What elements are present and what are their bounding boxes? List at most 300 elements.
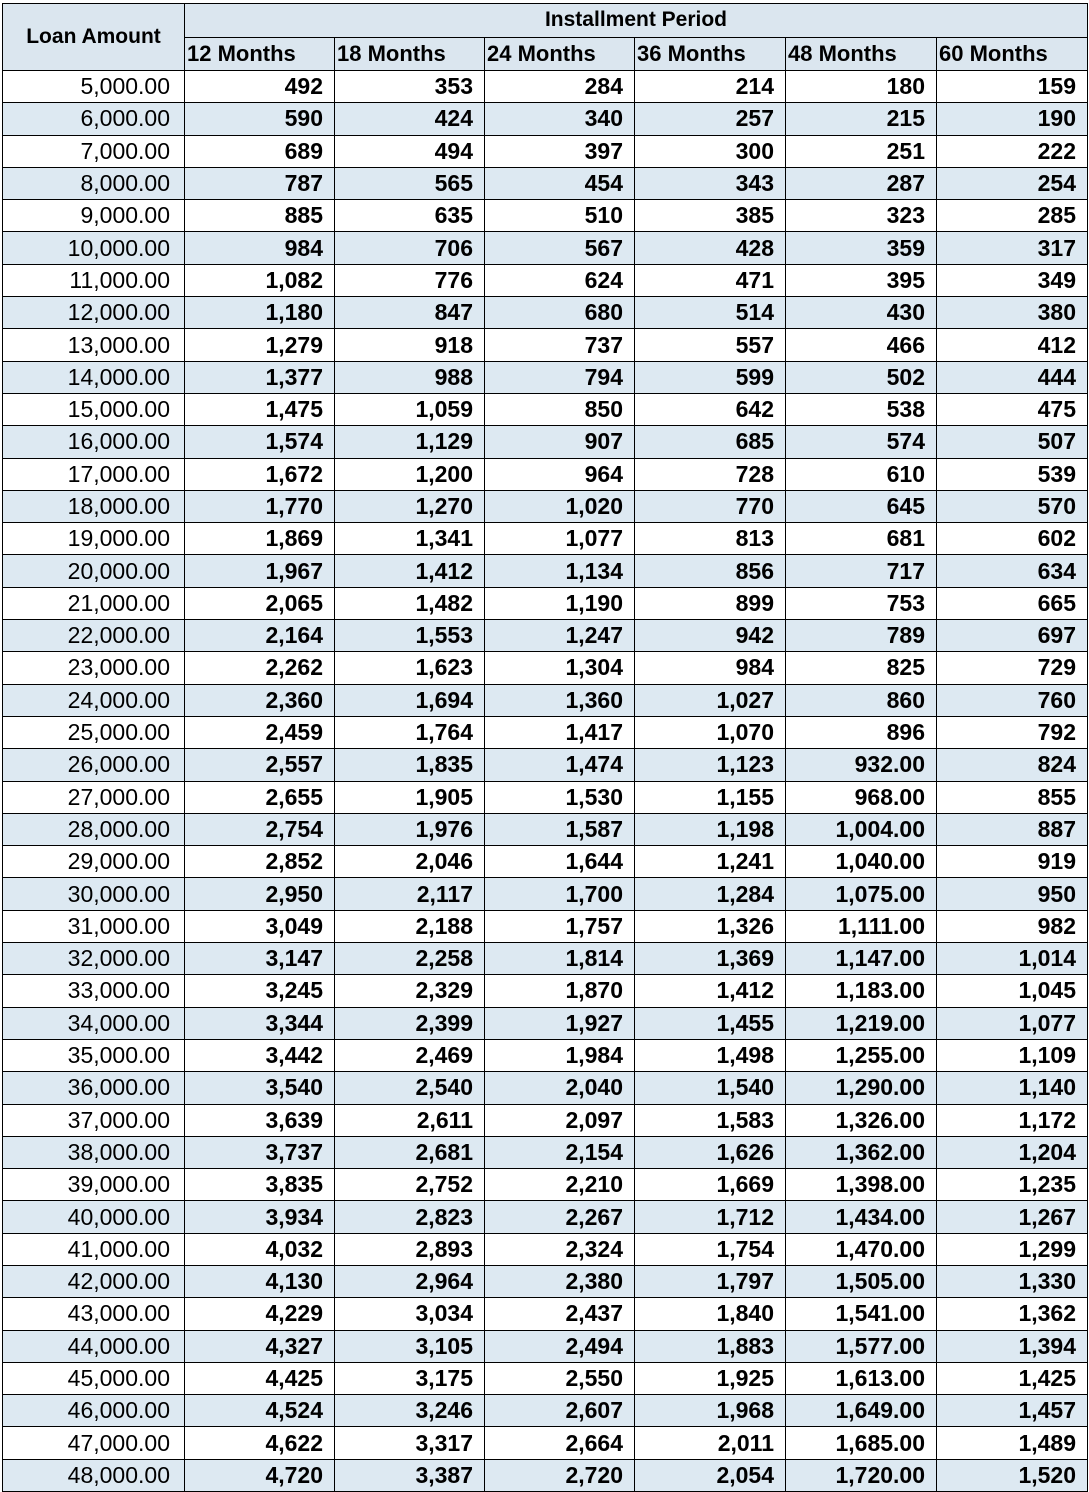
installment-12-cell: 1,574 bbox=[185, 426, 335, 458]
installment-24-cell: 1,020 bbox=[485, 490, 635, 522]
installment-36-cell: 642 bbox=[635, 393, 786, 425]
installment-60-cell: 1,045 bbox=[937, 975, 1088, 1007]
installment-60-cell: 539 bbox=[937, 458, 1088, 490]
installment-18-cell: 1,059 bbox=[335, 393, 485, 425]
installment-60-cell: 254 bbox=[937, 167, 1088, 199]
installment-60-cell: 982 bbox=[937, 910, 1088, 942]
installment-table-container bbox=[2, 3, 1088, 1492]
installment-60-cell: 1,267 bbox=[937, 1201, 1088, 1233]
installment-24-cell: 850 bbox=[485, 393, 635, 425]
period-header-18: 18 Months bbox=[335, 37, 485, 71]
installment-60-cell: 190 bbox=[937, 103, 1088, 135]
loan-amount-cell: 14,000.00 bbox=[3, 361, 185, 393]
installment-48-cell: 1,075.00 bbox=[786, 878, 937, 910]
loan-amount-cell: 39,000.00 bbox=[3, 1169, 185, 1201]
installment-24-cell: 1,304 bbox=[485, 652, 635, 684]
installment-18-cell: 2,258 bbox=[335, 943, 485, 975]
installment-36-cell: 728 bbox=[635, 458, 786, 490]
installment-18-cell: 2,117 bbox=[335, 878, 485, 910]
installment-60-cell: 634 bbox=[937, 555, 1088, 587]
installment-18-cell: 776 bbox=[335, 264, 485, 296]
installment-60-cell: 1,204 bbox=[937, 1136, 1088, 1168]
installment-36-cell: 685 bbox=[635, 426, 786, 458]
installment-48-cell: 1,577.00 bbox=[786, 1330, 937, 1362]
installment-36-cell: 1,754 bbox=[635, 1233, 786, 1265]
table-row bbox=[3, 393, 1088, 425]
installment-48-cell: 287 bbox=[786, 167, 937, 199]
loan-amount-cell: 48,000.00 bbox=[3, 1459, 185, 1491]
installment-60-cell: 412 bbox=[937, 329, 1088, 361]
installment-12-cell: 2,950 bbox=[185, 878, 335, 910]
installment-12-cell: 4,720 bbox=[185, 1459, 335, 1491]
installment-60-cell: 444 bbox=[937, 361, 1088, 393]
installment-12-cell: 2,065 bbox=[185, 587, 335, 619]
installment-60-cell: 380 bbox=[937, 297, 1088, 329]
installment-24-cell: 1,077 bbox=[485, 523, 635, 555]
installment-36-cell: 1,369 bbox=[635, 943, 786, 975]
installment-12-cell: 2,164 bbox=[185, 620, 335, 652]
table-row bbox=[3, 910, 1088, 942]
installment-18-cell: 1,553 bbox=[335, 620, 485, 652]
table-row bbox=[3, 297, 1088, 329]
installment-60-cell: 919 bbox=[937, 846, 1088, 878]
installment-24-cell: 2,154 bbox=[485, 1136, 635, 1168]
installment-18-cell: 1,694 bbox=[335, 684, 485, 716]
installment-18-cell: 2,611 bbox=[335, 1104, 485, 1136]
loan-amount-cell: 19,000.00 bbox=[3, 523, 185, 555]
loan-amount-cell: 30,000.00 bbox=[3, 878, 185, 910]
installment-36-cell: 343 bbox=[635, 167, 786, 199]
installment-48-cell: 825 bbox=[786, 652, 937, 684]
table-row bbox=[3, 167, 1088, 199]
period-header-36: 36 Months bbox=[635, 37, 786, 71]
table-row bbox=[3, 71, 1088, 103]
loan-amount-cell: 33,000.00 bbox=[3, 975, 185, 1007]
installment-24-cell: 1,190 bbox=[485, 587, 635, 619]
installment-60-cell: 1,457 bbox=[937, 1395, 1088, 1427]
installment-60-cell: 159 bbox=[937, 71, 1088, 103]
installment-12-cell: 2,754 bbox=[185, 813, 335, 845]
installment-36-cell: 1,883 bbox=[635, 1330, 786, 1362]
period-header-48: 48 Months bbox=[786, 37, 937, 71]
installment-60-cell: 887 bbox=[937, 813, 1088, 845]
table-row bbox=[3, 1039, 1088, 1071]
installment-12-cell: 1,770 bbox=[185, 490, 335, 522]
loan-amount-cell: 10,000.00 bbox=[3, 232, 185, 264]
installment-36-cell: 856 bbox=[635, 555, 786, 587]
installment-60-cell: 1,425 bbox=[937, 1362, 1088, 1394]
loan-amount-cell: 27,000.00 bbox=[3, 781, 185, 813]
installment-60-cell: 729 bbox=[937, 652, 1088, 684]
installment-36-cell: 1,669 bbox=[635, 1169, 786, 1201]
installment-24-cell: 624 bbox=[485, 264, 635, 296]
installment-60-cell: 475 bbox=[937, 393, 1088, 425]
installment-24-cell: 2,607 bbox=[485, 1395, 635, 1427]
installment-36-cell: 2,054 bbox=[635, 1459, 786, 1491]
installment-18-cell: 635 bbox=[335, 200, 485, 232]
installment-18-cell: 1,905 bbox=[335, 781, 485, 813]
installment-48-cell: 251 bbox=[786, 135, 937, 167]
loan-amount-cell: 20,000.00 bbox=[3, 555, 185, 587]
table-row bbox=[3, 523, 1088, 555]
installment-60-cell: 697 bbox=[937, 620, 1088, 652]
installment-18-cell: 2,046 bbox=[335, 846, 485, 878]
installment-36-cell: 1,968 bbox=[635, 1395, 786, 1427]
installment-36-cell: 1,412 bbox=[635, 975, 786, 1007]
loan-amount-cell: 16,000.00 bbox=[3, 426, 185, 458]
installment-18-cell: 1,623 bbox=[335, 652, 485, 684]
installment-12-cell: 3,147 bbox=[185, 943, 335, 975]
installment-60-cell: 507 bbox=[937, 426, 1088, 458]
loan-amount-header: Loan Amount bbox=[3, 4, 185, 71]
loan-amount-cell: 40,000.00 bbox=[3, 1201, 185, 1233]
installment-18-cell: 2,681 bbox=[335, 1136, 485, 1168]
table-row bbox=[3, 232, 1088, 264]
installment-60-cell: 1,109 bbox=[937, 1039, 1088, 1071]
installment-36-cell: 257 bbox=[635, 103, 786, 135]
installment-18-cell: 2,399 bbox=[335, 1007, 485, 1039]
table-row bbox=[3, 264, 1088, 296]
installment-36-cell: 984 bbox=[635, 652, 786, 684]
installment-18-cell: 2,964 bbox=[335, 1265, 485, 1297]
installment-24-cell: 1,587 bbox=[485, 813, 635, 845]
installment-24-cell: 737 bbox=[485, 329, 635, 361]
installment-18-cell: 918 bbox=[335, 329, 485, 361]
installment-period-header: Installment Period bbox=[185, 4, 1088, 38]
loan-amount-cell: 35,000.00 bbox=[3, 1039, 185, 1071]
table-row bbox=[3, 361, 1088, 393]
loan-amount-cell: 29,000.00 bbox=[3, 846, 185, 878]
installment-36-cell: 599 bbox=[635, 361, 786, 393]
installment-12-cell: 1,082 bbox=[185, 264, 335, 296]
loan-amount-cell: 41,000.00 bbox=[3, 1233, 185, 1265]
installment-48-cell: 645 bbox=[786, 490, 937, 522]
installment-36-cell: 471 bbox=[635, 264, 786, 296]
installment-24-cell: 1,814 bbox=[485, 943, 635, 975]
table-row bbox=[3, 103, 1088, 135]
installment-12-cell: 3,442 bbox=[185, 1039, 335, 1071]
installment-60-cell: 1,172 bbox=[937, 1104, 1088, 1136]
installment-24-cell: 2,040 bbox=[485, 1072, 635, 1104]
loan-amount-cell: 24,000.00 bbox=[3, 684, 185, 716]
table-row bbox=[3, 781, 1088, 813]
loan-amount-cell: 47,000.00 bbox=[3, 1427, 185, 1459]
installment-48-cell: 1,004.00 bbox=[786, 813, 937, 845]
installment-36-cell: 428 bbox=[635, 232, 786, 264]
installment-48-cell: 1,470.00 bbox=[786, 1233, 937, 1265]
header-row-group bbox=[3, 4, 1088, 38]
installment-48-cell: 717 bbox=[786, 555, 937, 587]
installment-24-cell: 2,550 bbox=[485, 1362, 635, 1394]
installment-24-cell: 2,267 bbox=[485, 1201, 635, 1233]
loan-amount-cell: 18,000.00 bbox=[3, 490, 185, 522]
table-row bbox=[3, 716, 1088, 748]
installment-24-cell: 964 bbox=[485, 458, 635, 490]
installment-24-cell: 567 bbox=[485, 232, 635, 264]
installment-36-cell: 557 bbox=[635, 329, 786, 361]
table-row bbox=[3, 1330, 1088, 1362]
installment-18-cell: 2,823 bbox=[335, 1201, 485, 1233]
installment-12-cell: 1,869 bbox=[185, 523, 335, 555]
loan-amount-cell: 15,000.00 bbox=[3, 393, 185, 425]
installment-12-cell: 885 bbox=[185, 200, 335, 232]
installment-60-cell: 792 bbox=[937, 716, 1088, 748]
loan-amount-cell: 31,000.00 bbox=[3, 910, 185, 942]
loan-amount-cell: 43,000.00 bbox=[3, 1298, 185, 1330]
installment-24-cell: 1,474 bbox=[485, 749, 635, 781]
installment-48-cell: 1,685.00 bbox=[786, 1427, 937, 1459]
installment-12-cell: 3,245 bbox=[185, 975, 335, 1007]
installment-12-cell: 1,967 bbox=[185, 555, 335, 587]
installment-48-cell: 968.00 bbox=[786, 781, 937, 813]
period-header-24: 24 Months bbox=[485, 37, 635, 71]
installment-18-cell: 706 bbox=[335, 232, 485, 264]
installment-12-cell: 3,049 bbox=[185, 910, 335, 942]
installment-48-cell: 1,505.00 bbox=[786, 1265, 937, 1297]
installment-60-cell: 1,014 bbox=[937, 943, 1088, 975]
loan-amount-cell: 23,000.00 bbox=[3, 652, 185, 684]
loan-amount-cell: 12,000.00 bbox=[3, 297, 185, 329]
installment-18-cell: 494 bbox=[335, 135, 485, 167]
installment-48-cell: 610 bbox=[786, 458, 937, 490]
table-row bbox=[3, 490, 1088, 522]
installment-24-cell: 397 bbox=[485, 135, 635, 167]
installment-48-cell: 395 bbox=[786, 264, 937, 296]
loan-amount-cell: 38,000.00 bbox=[3, 1136, 185, 1168]
installment-24-cell: 2,324 bbox=[485, 1233, 635, 1265]
installment-36-cell: 1,626 bbox=[635, 1136, 786, 1168]
table-row bbox=[3, 684, 1088, 716]
installment-48-cell: 1,290.00 bbox=[786, 1072, 937, 1104]
installment-36-cell: 1,840 bbox=[635, 1298, 786, 1330]
table-header bbox=[3, 4, 1088, 71]
installment-60-cell: 950 bbox=[937, 878, 1088, 910]
installment-48-cell: 180 bbox=[786, 71, 937, 103]
loan-amount-cell: 46,000.00 bbox=[3, 1395, 185, 1427]
installment-24-cell: 2,664 bbox=[485, 1427, 635, 1459]
table-row bbox=[3, 587, 1088, 619]
installment-12-cell: 2,360 bbox=[185, 684, 335, 716]
installment-60-cell: 1,140 bbox=[937, 1072, 1088, 1104]
installment-18-cell: 565 bbox=[335, 167, 485, 199]
installment-24-cell: 1,417 bbox=[485, 716, 635, 748]
installment-48-cell: 1,040.00 bbox=[786, 846, 937, 878]
table-row bbox=[3, 1298, 1088, 1330]
installment-48-cell: 1,720.00 bbox=[786, 1459, 937, 1491]
installment-36-cell: 1,027 bbox=[635, 684, 786, 716]
loan-amount-cell: 36,000.00 bbox=[3, 1072, 185, 1104]
table-row bbox=[3, 652, 1088, 684]
installment-48-cell: 430 bbox=[786, 297, 937, 329]
installment-36-cell: 1,455 bbox=[635, 1007, 786, 1039]
installment-48-cell: 681 bbox=[786, 523, 937, 555]
installment-24-cell: 2,380 bbox=[485, 1265, 635, 1297]
loan-amount-cell: 42,000.00 bbox=[3, 1265, 185, 1297]
installment-18-cell: 2,540 bbox=[335, 1072, 485, 1104]
installment-48-cell: 1,111.00 bbox=[786, 910, 937, 942]
installment-48-cell: 860 bbox=[786, 684, 937, 716]
installment-60-cell: 1,520 bbox=[937, 1459, 1088, 1491]
installment-18-cell: 1,129 bbox=[335, 426, 485, 458]
installment-12-cell: 3,344 bbox=[185, 1007, 335, 1039]
installment-48-cell: 574 bbox=[786, 426, 937, 458]
installment-12-cell: 2,262 bbox=[185, 652, 335, 684]
installment-48-cell: 502 bbox=[786, 361, 937, 393]
loan-amount-cell: 13,000.00 bbox=[3, 329, 185, 361]
installment-60-cell: 285 bbox=[937, 200, 1088, 232]
installment-12-cell: 4,032 bbox=[185, 1233, 335, 1265]
loan-amount-cell: 17,000.00 bbox=[3, 458, 185, 490]
loan-amount-cell: 32,000.00 bbox=[3, 943, 185, 975]
table-row bbox=[3, 846, 1088, 878]
installment-36-cell: 1,070 bbox=[635, 716, 786, 748]
installment-18-cell: 3,246 bbox=[335, 1395, 485, 1427]
installment-24-cell: 510 bbox=[485, 200, 635, 232]
table-row bbox=[3, 1007, 1088, 1039]
loan-amount-cell: 11,000.00 bbox=[3, 264, 185, 296]
installment-60-cell: 1,330 bbox=[937, 1265, 1088, 1297]
table-row bbox=[3, 1201, 1088, 1233]
installment-36-cell: 899 bbox=[635, 587, 786, 619]
installment-18-cell: 2,329 bbox=[335, 975, 485, 1007]
installment-18-cell: 1,200 bbox=[335, 458, 485, 490]
table-row bbox=[3, 555, 1088, 587]
table-row bbox=[3, 975, 1088, 1007]
installment-12-cell: 1,377 bbox=[185, 361, 335, 393]
installment-24-cell: 2,097 bbox=[485, 1104, 635, 1136]
installment-18-cell: 847 bbox=[335, 297, 485, 329]
installment-48-cell: 538 bbox=[786, 393, 937, 425]
installment-12-cell: 1,475 bbox=[185, 393, 335, 425]
installment-36-cell: 770 bbox=[635, 490, 786, 522]
installment-24-cell: 680 bbox=[485, 297, 635, 329]
installment-24-cell: 1,927 bbox=[485, 1007, 635, 1039]
installment-36-cell: 2,011 bbox=[635, 1427, 786, 1459]
installment-48-cell: 1,613.00 bbox=[786, 1362, 937, 1394]
installment-18-cell: 3,317 bbox=[335, 1427, 485, 1459]
installment-60-cell: 1,394 bbox=[937, 1330, 1088, 1362]
installment-12-cell: 984 bbox=[185, 232, 335, 264]
period-header-12: 12 Months bbox=[185, 37, 335, 71]
loan-amount-cell: 5,000.00 bbox=[3, 71, 185, 103]
installment-48-cell: 1,183.00 bbox=[786, 975, 937, 1007]
installment-60-cell: 1,077 bbox=[937, 1007, 1088, 1039]
installment-24-cell: 2,494 bbox=[485, 1330, 635, 1362]
installment-48-cell: 1,398.00 bbox=[786, 1169, 937, 1201]
installment-12-cell: 590 bbox=[185, 103, 335, 135]
installment-48-cell: 753 bbox=[786, 587, 937, 619]
installment-48-cell: 323 bbox=[786, 200, 937, 232]
table-row bbox=[3, 426, 1088, 458]
installment-48-cell: 1,541.00 bbox=[786, 1298, 937, 1330]
installment-table bbox=[2, 3, 1088, 1492]
installment-60-cell: 665 bbox=[937, 587, 1088, 619]
table-row bbox=[3, 458, 1088, 490]
installment-60-cell: 602 bbox=[937, 523, 1088, 555]
installment-60-cell: 1,489 bbox=[937, 1427, 1088, 1459]
installment-36-cell: 1,123 bbox=[635, 749, 786, 781]
installment-48-cell: 215 bbox=[786, 103, 937, 135]
installment-24-cell: 454 bbox=[485, 167, 635, 199]
installment-18-cell: 3,034 bbox=[335, 1298, 485, 1330]
installment-12-cell: 787 bbox=[185, 167, 335, 199]
table-row bbox=[3, 1362, 1088, 1394]
installment-18-cell: 1,341 bbox=[335, 523, 485, 555]
installment-36-cell: 300 bbox=[635, 135, 786, 167]
installment-48-cell: 359 bbox=[786, 232, 937, 264]
installment-12-cell: 3,835 bbox=[185, 1169, 335, 1201]
installment-36-cell: 1,284 bbox=[635, 878, 786, 910]
installment-36-cell: 1,155 bbox=[635, 781, 786, 813]
installment-24-cell: 2,210 bbox=[485, 1169, 635, 1201]
installment-60-cell: 349 bbox=[937, 264, 1088, 296]
installment-18-cell: 2,752 bbox=[335, 1169, 485, 1201]
installment-12-cell: 4,425 bbox=[185, 1362, 335, 1394]
installment-60-cell: 570 bbox=[937, 490, 1088, 522]
installment-24-cell: 1,134 bbox=[485, 555, 635, 587]
period-header-60: 60 Months bbox=[937, 37, 1088, 71]
loan-amount-cell: 25,000.00 bbox=[3, 716, 185, 748]
installment-24-cell: 1,360 bbox=[485, 684, 635, 716]
installment-24-cell: 284 bbox=[485, 71, 635, 103]
installment-12-cell: 4,524 bbox=[185, 1395, 335, 1427]
installment-60-cell: 1,299 bbox=[937, 1233, 1088, 1265]
installment-60-cell: 855 bbox=[937, 781, 1088, 813]
table-row bbox=[3, 1136, 1088, 1168]
installment-48-cell: 1,434.00 bbox=[786, 1201, 937, 1233]
installment-48-cell: 1,147.00 bbox=[786, 943, 937, 975]
installment-24-cell: 1,700 bbox=[485, 878, 635, 910]
installment-18-cell: 1,976 bbox=[335, 813, 485, 845]
table-row bbox=[3, 1233, 1088, 1265]
installment-36-cell: 1,797 bbox=[635, 1265, 786, 1297]
installment-48-cell: 932.00 bbox=[786, 749, 937, 781]
installment-36-cell: 214 bbox=[635, 71, 786, 103]
loan-amount-cell: 9,000.00 bbox=[3, 200, 185, 232]
table-row bbox=[3, 620, 1088, 652]
installment-12-cell: 3,639 bbox=[185, 1104, 335, 1136]
installment-12-cell: 2,655 bbox=[185, 781, 335, 813]
installment-24-cell: 794 bbox=[485, 361, 635, 393]
installment-18-cell: 1,764 bbox=[335, 716, 485, 748]
installment-18-cell: 3,175 bbox=[335, 1362, 485, 1394]
installment-24-cell: 907 bbox=[485, 426, 635, 458]
installment-48-cell: 1,255.00 bbox=[786, 1039, 937, 1071]
table-row bbox=[3, 749, 1088, 781]
installment-12-cell: 3,934 bbox=[185, 1201, 335, 1233]
installment-36-cell: 1,583 bbox=[635, 1104, 786, 1136]
installment-48-cell: 1,326.00 bbox=[786, 1104, 937, 1136]
loan-amount-cell: 44,000.00 bbox=[3, 1330, 185, 1362]
installment-36-cell: 1,326 bbox=[635, 910, 786, 942]
table-row bbox=[3, 943, 1088, 975]
installment-18-cell: 353 bbox=[335, 71, 485, 103]
loan-amount-cell: 22,000.00 bbox=[3, 620, 185, 652]
loan-amount-cell: 26,000.00 bbox=[3, 749, 185, 781]
installment-24-cell: 1,247 bbox=[485, 620, 635, 652]
installment-24-cell: 340 bbox=[485, 103, 635, 135]
installment-48-cell: 466 bbox=[786, 329, 937, 361]
installment-12-cell: 3,737 bbox=[185, 1136, 335, 1168]
installment-18-cell: 988 bbox=[335, 361, 485, 393]
installment-36-cell: 813 bbox=[635, 523, 786, 555]
installment-24-cell: 1,870 bbox=[485, 975, 635, 1007]
installment-12-cell: 492 bbox=[185, 71, 335, 103]
installment-36-cell: 514 bbox=[635, 297, 786, 329]
installment-36-cell: 1,712 bbox=[635, 1201, 786, 1233]
table-row bbox=[3, 329, 1088, 361]
installment-48-cell: 1,649.00 bbox=[786, 1395, 937, 1427]
